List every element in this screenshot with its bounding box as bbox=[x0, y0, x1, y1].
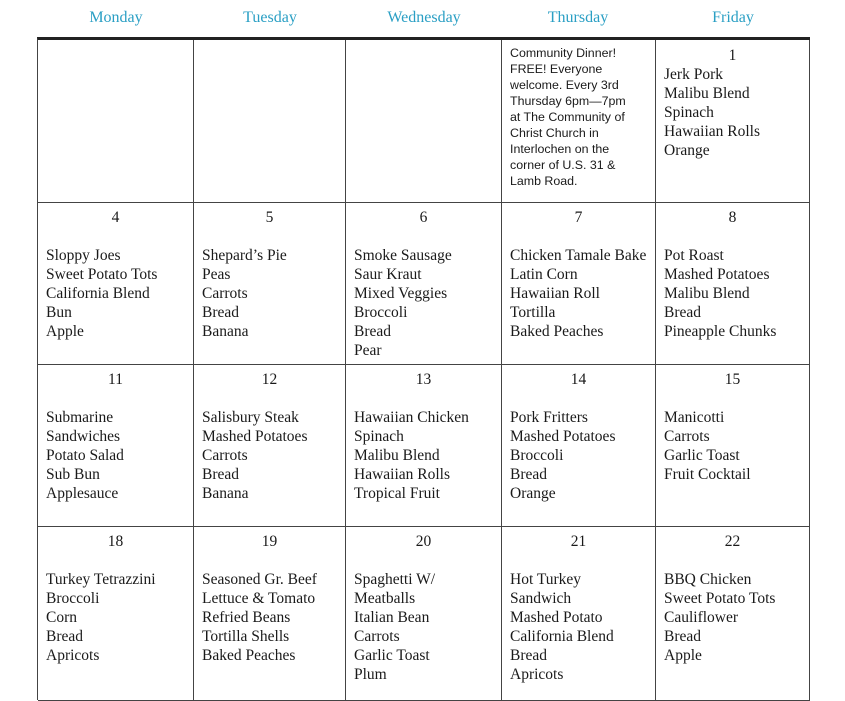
spacer bbox=[46, 551, 193, 570]
spacer bbox=[510, 389, 655, 408]
menu-item: Spaghetti W/ bbox=[354, 571, 436, 588]
menu-item: Sweet Potato Tots bbox=[46, 266, 158, 283]
spacer bbox=[510, 227, 655, 246]
menu-item: Garlic Toast bbox=[354, 647, 430, 664]
menu-item: Sweet Potato Tots bbox=[664, 590, 776, 607]
day-cell bbox=[502, 526, 656, 700]
day-cell bbox=[194, 40, 346, 202]
menu-item: Pineapple Chunks bbox=[664, 323, 777, 340]
menu-item: Shepard’s Pie bbox=[202, 247, 287, 264]
menu-item: Bread bbox=[46, 628, 84, 645]
menu-item: Apricots bbox=[46, 647, 100, 664]
menu-item: Malibu Blend bbox=[664, 85, 750, 102]
menu-item: Carrots bbox=[664, 428, 710, 445]
menu-item-list bbox=[664, 246, 809, 341]
day-name-wednesday: Wednesday bbox=[387, 9, 461, 26]
menu-item: Mashed Potatoes bbox=[510, 428, 616, 445]
menu-item: Bread bbox=[664, 628, 702, 645]
menu-item: Broccoli bbox=[510, 447, 564, 464]
menu-item: Pear bbox=[354, 342, 382, 359]
spacer bbox=[664, 551, 809, 570]
notice-line: FREE! Everyone bbox=[510, 62, 603, 76]
menu-item-list bbox=[46, 408, 193, 503]
menu-item: Lettuce & Tomato bbox=[202, 590, 316, 607]
day-number: 18 bbox=[107, 533, 124, 550]
menu-item: Bread bbox=[664, 304, 702, 321]
community-dinner-notice bbox=[510, 40, 655, 189]
menu-item: Mixed Veggies bbox=[354, 285, 448, 302]
menu-item: Corn bbox=[46, 609, 77, 626]
menu-item: Chicken Tamale Bake bbox=[510, 247, 647, 264]
menu-item: Applesauce bbox=[46, 485, 119, 502]
menu-item: Banana bbox=[202, 323, 249, 340]
menu-item: Spinach bbox=[354, 428, 404, 445]
menu-item-list bbox=[510, 408, 655, 503]
day-number: 8 bbox=[728, 209, 737, 226]
menu-item: Banana bbox=[202, 485, 249, 502]
menu-item: Smoke Sausage bbox=[354, 247, 452, 264]
menu-item: Latin Corn bbox=[510, 266, 578, 283]
menu-item: Hawaiian Chicken bbox=[354, 409, 469, 426]
menu-item: Submarine bbox=[46, 409, 114, 426]
menu-item-list bbox=[510, 246, 655, 341]
menu-item: Apple bbox=[664, 647, 702, 664]
day-cell bbox=[38, 364, 194, 526]
notice-line: Christ Church in bbox=[510, 126, 599, 140]
spacer bbox=[664, 227, 809, 246]
day-number bbox=[46, 46, 193, 65]
menu-item: Plum bbox=[354, 666, 387, 683]
menu-item-list bbox=[354, 246, 501, 360]
menu-item-list bbox=[354, 570, 501, 684]
menu-item: Italian Bean bbox=[354, 609, 430, 626]
notice-line: Community Dinner! bbox=[510, 46, 617, 60]
notice-line: Thursday 6pm—7pm bbox=[510, 94, 626, 108]
spacer bbox=[354, 551, 501, 570]
menu-item: Peas bbox=[202, 266, 231, 283]
day-number: 14 bbox=[570, 371, 587, 388]
menu-item: Apricots bbox=[510, 666, 564, 683]
menu-item: Baked Peaches bbox=[202, 647, 296, 664]
menu-item: California Blend bbox=[510, 628, 614, 645]
day-cell bbox=[194, 364, 346, 526]
menu-item-list bbox=[202, 408, 345, 503]
menu-item-list bbox=[202, 570, 345, 665]
day-number: 11 bbox=[108, 371, 123, 388]
day-number: 21 bbox=[570, 533, 587, 550]
menu-item: Malibu Blend bbox=[354, 447, 440, 464]
day-number: 22 bbox=[724, 533, 741, 550]
menu-item: Potato Salad bbox=[46, 447, 124, 464]
day-number: 7 bbox=[574, 209, 583, 226]
menu-item: Broccoli bbox=[46, 590, 100, 607]
day-cell bbox=[346, 202, 502, 364]
menu-item: Sandwich bbox=[510, 590, 572, 607]
menu-item: California Blend bbox=[46, 285, 150, 302]
day-cell bbox=[656, 202, 810, 364]
spacer bbox=[510, 551, 655, 570]
menu-item: Apple bbox=[46, 323, 84, 340]
day-cell bbox=[656, 40, 810, 202]
menu-item: BBQ Chicken bbox=[664, 571, 752, 588]
day-number: 12 bbox=[261, 371, 278, 388]
week-row bbox=[38, 364, 810, 527]
menu-item: Pork Fritters bbox=[510, 409, 588, 426]
menu-item-list bbox=[664, 408, 809, 484]
week-row bbox=[38, 526, 810, 701]
menu-item: Baked Peaches bbox=[510, 323, 604, 340]
menu-item-list bbox=[46, 246, 193, 341]
notice-line: corner of U.S. 31 & bbox=[510, 158, 616, 172]
day-cell bbox=[38, 526, 194, 700]
menu-item: Mashed Potatoes bbox=[664, 266, 770, 283]
day-name-thursday: Thursday bbox=[547, 9, 609, 26]
day-number: 15 bbox=[724, 371, 741, 388]
menu-item: Tortilla Shells bbox=[202, 628, 290, 645]
menu-item-list bbox=[202, 246, 345, 341]
spacer bbox=[354, 227, 501, 246]
menu-item-list bbox=[510, 570, 655, 684]
notice-line: welcome. Every 3rd bbox=[510, 78, 619, 92]
day-cell bbox=[194, 202, 346, 364]
day-number: 5 bbox=[265, 209, 274, 226]
day-cell bbox=[194, 526, 346, 700]
day-cell bbox=[346, 526, 502, 700]
menu-item: Broccoli bbox=[354, 304, 408, 321]
spacer bbox=[46, 227, 193, 246]
notice-line: Lamb Road. bbox=[510, 174, 578, 188]
weekday-header bbox=[0, 0, 845, 38]
menu-item: Jerk Pork bbox=[664, 66, 723, 83]
day-cell bbox=[502, 202, 656, 364]
menu-item: Carrots bbox=[202, 447, 248, 464]
menu-item: Malibu Blend bbox=[664, 285, 750, 302]
menu-item: Cauliflower bbox=[664, 609, 739, 626]
day-cell bbox=[656, 526, 810, 700]
menu-item: Garlic Toast bbox=[664, 447, 740, 464]
menu-item: Hot Turkey bbox=[510, 571, 582, 588]
day-name-friday: Friday bbox=[712, 9, 754, 26]
menu-item: Mashed Potato bbox=[510, 609, 603, 626]
menu-item-list bbox=[46, 570, 193, 665]
week-row bbox=[38, 202, 810, 365]
menu-item: Refried Beans bbox=[202, 609, 291, 626]
menu-item-list bbox=[664, 65, 809, 160]
menu-item: Bread bbox=[354, 323, 392, 340]
menu-item: Bread bbox=[202, 466, 240, 483]
day-number: 19 bbox=[261, 533, 278, 550]
menu-item: Saur Kraut bbox=[354, 266, 422, 283]
spacer bbox=[664, 389, 809, 408]
day-cell bbox=[38, 202, 194, 364]
menu-item: Mashed Potatoes bbox=[202, 428, 308, 445]
menu-calendar-grid bbox=[37, 37, 810, 700]
day-name-monday: Monday bbox=[89, 9, 143, 26]
menu-item: Tropical Fruit bbox=[354, 485, 440, 502]
day-number: 1 bbox=[728, 47, 737, 64]
menu-item-list bbox=[664, 570, 809, 665]
menu-item: Pot Roast bbox=[664, 247, 724, 264]
menu-item: Sub Bun bbox=[46, 466, 100, 483]
day-number bbox=[354, 46, 501, 65]
spacer bbox=[202, 227, 345, 246]
day-cell bbox=[502, 364, 656, 526]
menu-item: Manicotti bbox=[664, 409, 725, 426]
spacer bbox=[46, 389, 193, 408]
day-cell bbox=[346, 40, 502, 202]
day-cell bbox=[502, 40, 656, 202]
day-number: 13 bbox=[415, 371, 432, 388]
day-number bbox=[202, 46, 345, 65]
spacer bbox=[202, 551, 345, 570]
day-name-tuesday: Tuesday bbox=[243, 9, 297, 26]
menu-item: Fruit Cocktail bbox=[664, 466, 751, 483]
week-row bbox=[38, 40, 810, 203]
spacer bbox=[354, 389, 501, 408]
notice-line: Interlochen on the bbox=[510, 142, 610, 156]
menu-item: Carrots bbox=[202, 285, 248, 302]
day-number: 4 bbox=[111, 209, 120, 226]
day-number: 20 bbox=[415, 533, 432, 550]
day-cell bbox=[656, 364, 810, 526]
menu-item: Bread bbox=[510, 647, 548, 664]
menu-item: Meatballs bbox=[354, 590, 416, 607]
menu-item: Bread bbox=[202, 304, 240, 321]
menu-item: Turkey Tetrazzini bbox=[46, 571, 156, 588]
menu-item: Tortilla bbox=[510, 304, 556, 321]
day-cell bbox=[38, 40, 194, 202]
menu-item: Hawaiian Roll bbox=[510, 285, 600, 302]
day-cell bbox=[346, 364, 502, 526]
menu-item: Sandwiches bbox=[46, 428, 121, 445]
menu-item: Sloppy Joes bbox=[46, 247, 121, 264]
menu-item: Hawaiian Rolls bbox=[664, 123, 760, 140]
menu-item: Orange bbox=[664, 142, 710, 159]
day-number: 6 bbox=[419, 209, 428, 226]
menu-item: Hawaiian Rolls bbox=[354, 466, 450, 483]
menu-item: Seasoned Gr. Beef bbox=[202, 571, 317, 588]
notice-line: at The Community of bbox=[510, 110, 625, 124]
spacer bbox=[202, 389, 345, 408]
menu-item: Carrots bbox=[354, 628, 400, 645]
menu-item: Spinach bbox=[664, 104, 714, 121]
menu-item: Bread bbox=[510, 466, 548, 483]
menu-item-list bbox=[354, 408, 501, 503]
menu-item: Orange bbox=[510, 485, 556, 502]
menu-item: Salisbury Steak bbox=[202, 409, 299, 426]
menu-item: Bun bbox=[46, 304, 72, 321]
